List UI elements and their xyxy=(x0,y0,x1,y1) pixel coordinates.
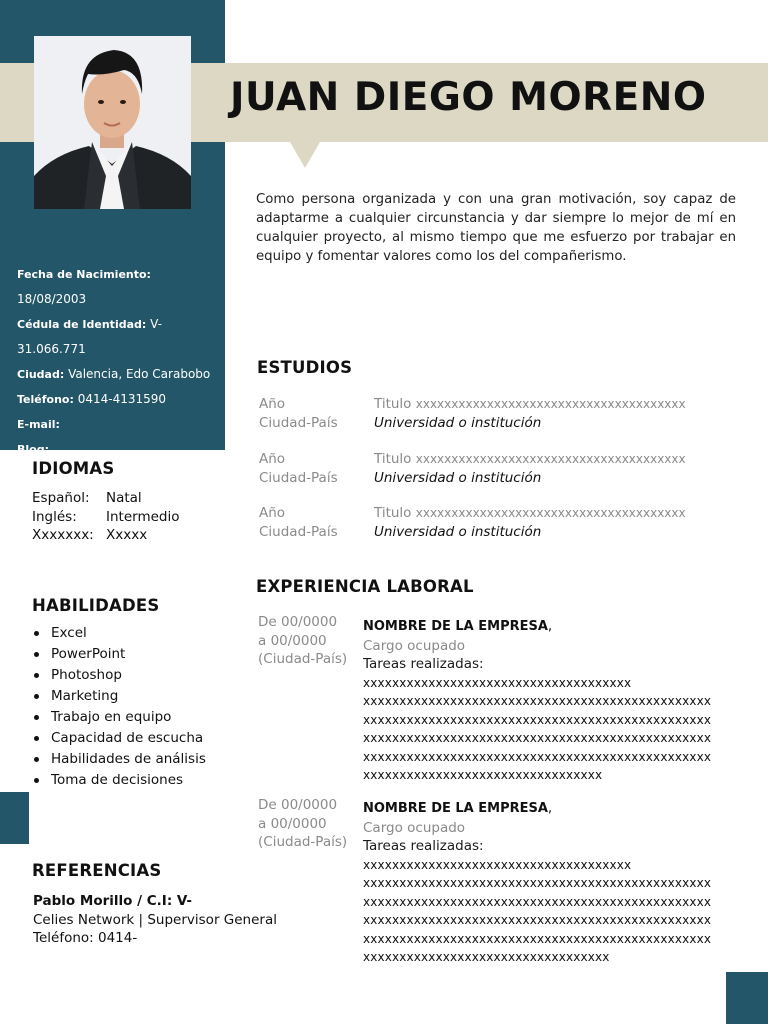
candidate-name: JUAN DIEGO MORENO xyxy=(230,75,707,120)
skill-item: Toma de decisiones xyxy=(32,770,206,791)
job-date-to: a 00/0000 xyxy=(258,815,327,832)
job-task-line: xxxxxxxxxxxxxxxxxxxxxxxxxxxxxxxxx xyxy=(363,768,603,782)
job-company-suffix: , xyxy=(547,800,553,816)
language-row xyxy=(32,508,180,527)
job-date-from: De 00/0000 xyxy=(258,614,338,630)
education-year: Año xyxy=(259,396,286,412)
job-position: Cargo ocupado xyxy=(363,819,466,836)
education-title-value: xxxxxxxxxxxxxxxxxxxxxxxxxxxxxxxxxxxxxx xyxy=(415,397,686,411)
job-date-to: a 00/0000 xyxy=(258,632,327,649)
education-institution: Universidad o institución xyxy=(374,523,542,540)
referencias-title: REFERENCIAS xyxy=(32,861,162,880)
job-task-line: xxxxxxxxxxxxxxxxxxxxxxxxxxxxxxxxxxxxxxxxxxxxxxxx xyxy=(363,694,712,708)
skills-list xyxy=(32,623,206,791)
decorative-side-block xyxy=(0,792,29,844)
education-year: Año xyxy=(259,451,286,467)
education-institution: Universidad o institución xyxy=(374,469,542,486)
banner-pointer xyxy=(290,142,320,168)
job-task-line: xxxxxxxxxxxxxxxxxxxxxxxxxxxxxxxxxxxxx xyxy=(363,857,632,872)
language-name: Inglés: xyxy=(32,508,77,525)
job-task-line: xxxxxxxxxxxxxxxxxxxxxxxxxxxxxxxxxxxxxxxxxxxxxxxx xyxy=(363,876,712,890)
skill-item: PowerPoint xyxy=(32,644,206,665)
idiomas-list xyxy=(32,489,180,545)
profile-photo xyxy=(34,36,191,209)
job-date-from: De 00/0000 xyxy=(258,797,338,813)
skill-item: Photoshop xyxy=(32,665,206,686)
education-title-value: xxxxxxxxxxxxxxxxxxxxxxxxxxxxxxxxxxxxxx xyxy=(415,452,686,466)
id-label: Cédula de Identidad: xyxy=(17,318,147,331)
phone-label: Teléfono: xyxy=(17,393,74,406)
job-company: NOMBRE DE LA EMPRESA xyxy=(363,801,548,816)
job-tasks-label: Tareas realizadas: xyxy=(363,656,484,672)
education-place: Ciudad-País xyxy=(259,523,338,540)
skill-item: Habilidades de análisis xyxy=(32,749,206,770)
skill-item: Trabajo en equipo xyxy=(32,707,206,728)
job-task-line: xxxxxxxxxxxxxxxxxxxxxxxxxxxxxxxxxxxxxxxxxxxxxxxx xyxy=(363,913,712,927)
city-label: Ciudad: xyxy=(17,368,65,381)
job-task-line: xxxxxxxxxxxxxxxxxxxxxxxxxxxxxxxxxxxxxxxxxxxxxxxx xyxy=(363,931,712,946)
skill-item: Excel xyxy=(32,623,206,644)
idiomas-title: IDIOMAS xyxy=(32,459,115,478)
reference-entry xyxy=(33,892,277,948)
birth-label: Fecha de Nacimiento: xyxy=(17,268,151,281)
job-position: Cargo ocupado xyxy=(363,637,466,654)
education-title-label: Titulo xyxy=(374,505,412,521)
reference-phone: Teléfono: 0414- xyxy=(33,930,138,946)
habilidades-title: HABILIDADES xyxy=(32,596,160,615)
job-task-line: xxxxxxxxxxxxxxxxxxxxxxxxxxxxxxxxxxxxxxxxxxxxxxxx xyxy=(363,749,712,764)
job-task-line: xxxxxxxxxxxxxxxxxxxxxxxxxxxxxxxxxxxxxxxxxxxxxxxx xyxy=(363,731,712,745)
phone-value: 0414-4131590 xyxy=(77,392,167,406)
education-title-label: Titulo xyxy=(374,396,412,412)
job-company: NOMBRE DE LA EMPRESA xyxy=(363,619,548,634)
job-task-line: xxxxxxxxxxxxxxxxxxxxxxxxxxxxxxxxxxxxx xyxy=(363,675,632,690)
job-task-line: xxxxxxxxxxxxxxxxxxxxxxxxxxxxxxxxxxxxxxxxxxxxxxxx xyxy=(363,712,712,727)
reference-name: Pablo Morillo / C.I: V- xyxy=(33,893,192,909)
job-task-line: xxxxxxxxxxxxxxxxxxxxxxxxxxxxxxxxxxxxxxxxxxxxxxxx xyxy=(363,894,712,909)
reference-company: Celies Network | Supervisor General xyxy=(33,911,277,928)
language-name: Xxxxxxx: xyxy=(32,527,94,543)
city-value: Valencia, Edo Carabobo xyxy=(68,367,211,381)
language-level: Natal xyxy=(106,490,142,506)
birth-value: 18/08/2003 xyxy=(17,292,87,306)
education-title-value: xxxxxxxxxxxxxxxxxxxxxxxxxxxxxxxxxxxxxx xyxy=(415,506,686,520)
language-row xyxy=(32,526,180,545)
education-institution: Universidad o institución xyxy=(374,414,542,431)
id-value: V-31.066.771 xyxy=(17,317,162,356)
personal-info xyxy=(17,262,217,456)
blog-label: Blog: xyxy=(17,443,49,456)
education-year: Año xyxy=(259,505,286,521)
job-place: (Ciudad-País) xyxy=(258,834,348,850)
education-title-label: Titulo xyxy=(374,451,412,467)
language-level: Intermedio xyxy=(106,508,180,525)
email-label: E-mail: xyxy=(17,418,60,431)
skill-item: Capacidad de escucha xyxy=(32,728,206,749)
skill-item: Marketing xyxy=(32,686,206,707)
education-place: Ciudad-País xyxy=(259,414,338,431)
decorative-corner-block xyxy=(726,972,768,1024)
estudios-title: ESTUDIOS xyxy=(257,358,353,377)
job-tasks-label: Tareas realizadas: xyxy=(363,838,484,854)
language-name: Español: xyxy=(32,490,90,506)
job-task-line: xxxxxxxxxxxxxxxxxxxxxxxxxxxxxxxxxx xyxy=(363,950,610,964)
profile-summary: Como persona organizada y con una gran motivación, soy capaz de adaptarme a cualquier circunstancia y dar siempre lo mejor de mí en cualquier proyecto, al mismo tiempo que me esfuerzo por trabajar en equipo y fomentar valores como los del compañerismo. xyxy=(256,192,736,264)
education-place: Ciudad-País xyxy=(259,469,338,486)
language-level: Xxxxx xyxy=(106,527,148,543)
experiencia-title: EXPERIENCIA LABORAL xyxy=(256,577,474,596)
language-row xyxy=(32,489,180,508)
job-company-suffix: , xyxy=(547,618,553,634)
job-place: (Ciudad-País) xyxy=(258,651,348,667)
